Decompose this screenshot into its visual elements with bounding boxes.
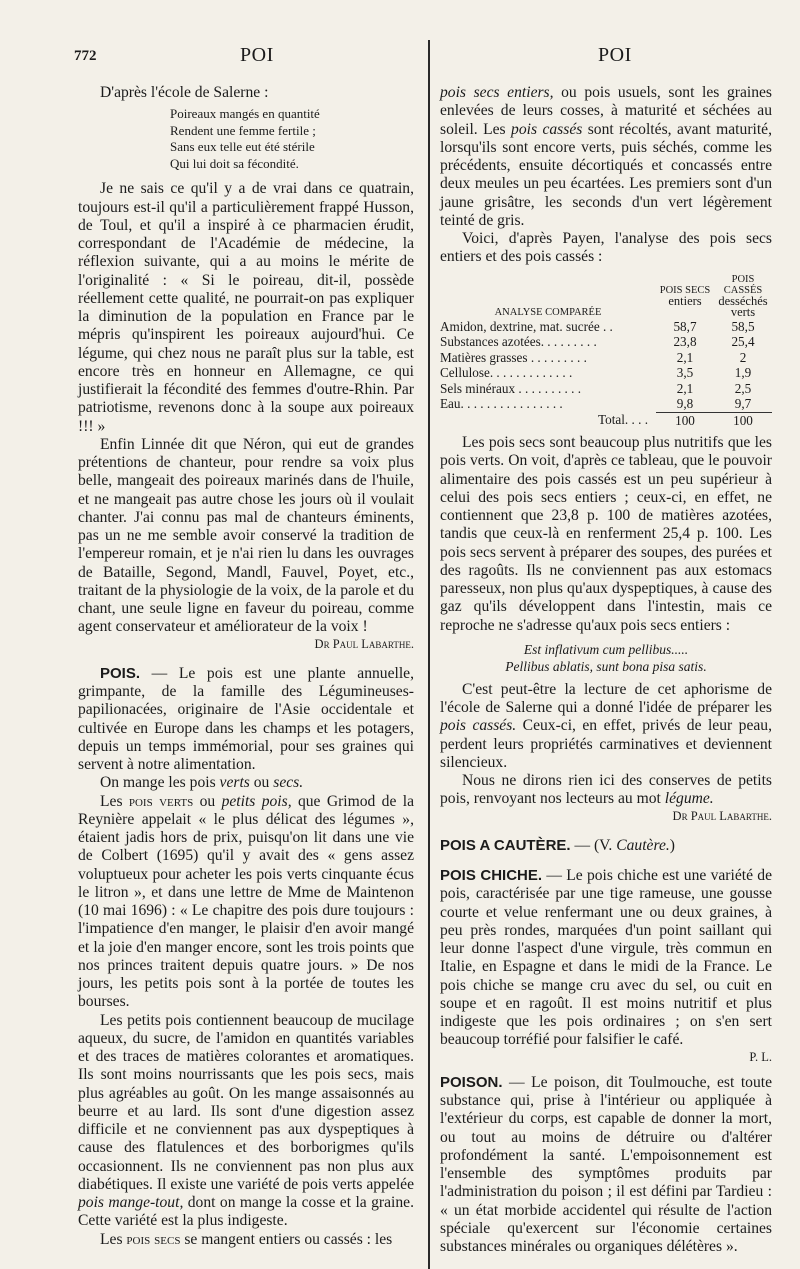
paragraph: Les pois secs sont beaucoup plus nutritifs que les pois verts. On voit, d'après ce tableau, que le pouvoir alimentaire des pois cassés est un peu supérieur à celui des pois secs entiers ; ceux-ci, en effet, ne contiennent que 23,8 p. 100 de matières azotées, tandis que ceux-là en renferment 25,4 p. 100. Les pois secs servent à préparer des soupes, des purées et des ragoûts. Ils ne conviennent pas aux estomacs paresseux, non plus qu'aux dyspeptiques, à cause des gaz qu'ils développent dans l'intestin, mais ce reproche ne s'adresse qu'aux pois secs entiers : xyxy=(440,434,772,634)
table-row: Amidon, dextrine, mat. sucrée . . 58,7 58,5 xyxy=(440,318,755,334)
author-signature: Dr Paul Labarthe. xyxy=(314,636,414,651)
salerne-poem xyxy=(170,106,414,172)
table-row: Sels minéraux . . . . . . . . . . 2,1 2,5 xyxy=(440,380,752,396)
poem-line: Rendent une femme fertile ; xyxy=(170,122,316,138)
paragraph: Les petits pois contiennent beaucoup de mucilage aqueux, du sucre, de l'amidon en quantités variables et des traces de matières colorantes et aromatiques. Ils sont moins nourrissants que les pois secs, mais plus agréables au goût. On les mange assaisonnés au beurre et au lard. Ils sont d'une digestion assez difficile et ne conviennent pas aux dyspeptiques à cause des flatulences et des borborigmes qu'ils occasionnent. Ils ne conviennent pas non plus aux diabétiques. Il existe une variété de pois verts appelée pois mange-tout, dont on mange la cosse et la graine. Cette variété est la plus indigeste. xyxy=(78,1011,414,1230)
poem-line: Sans eux telle eut été stérile xyxy=(170,139,315,155)
intro-line: D'après l'école de Salerne : xyxy=(100,84,269,101)
table-col-label: ANALYSE COMPARÉE xyxy=(494,306,602,318)
table-row: Matières grasses . . . . . . . . . 2,1 2 xyxy=(440,349,747,365)
paragraph: pois secs entiers, ou pois usuels, sont les graines enlevées de leurs cosses, à maturité et séchées au soleil. Les pois cassés sont récoltés, avant maturité, lorsqu'ils sont encore verts, puis séchés, comme les précédents, ensuite décortiqués et concassés entre deux meules un peu écartées. Les premiers sont d'un jaune grisâtre, les seconds d'un vert légèrement teinté de gris. xyxy=(440,84,772,229)
paragraph: Nous ne dirons rien ici des conserves de petits pois, renvoyant nos lecteurs au mot légume. xyxy=(440,772,772,808)
table-header xyxy=(440,273,772,319)
entry-pois: POIS. — Le pois est une plante annuelle, grimpante, de la famille des Légumineuses-papilionacées, originaire de l'Asie occidentale et cultivée en Europe dans les champs et les potagers, depuis un temps immémorial, pour ses graines qui servent à notre alimentation. xyxy=(78,664,414,773)
page-number: 772 xyxy=(74,48,97,64)
left-running-head: POI xyxy=(240,44,274,66)
analysis-table xyxy=(440,273,772,429)
poem-line: Qui lui doit sa fécondité. xyxy=(170,155,299,171)
paragraph: Je ne sais ce qu'il y a de vrai dans ce quatrain, toujours est-il qu'il a particulièrement frappé Husson, de Toul, et qu'il a inspiré à ce pharmacien érudit, correspondant de l'Académie de médecine, la réflexion suivante, qui a au moins le mérite de l'originalité : « Si le poireau, dit-il, possède réellement cette qualité, ne pourrait-on pas expliquer la diminution de la population en France par le mépris qu'inspirent les poireaux aujourd'hui. Ce légume, qui chez nous ne paraît plus sur la table, est encore très en honneur en Allemagne, ce qui justifierait la fécondité des femmes d'outre-Rhin. Par patriotisme, revenons donc à la soupe aux poireaux !!! » xyxy=(78,180,414,435)
entry-pois-a-cautere: POIS A CAUTÈRE. — (V. Cautère.) xyxy=(440,836,675,854)
paragraph: On mange les pois verts ou secs. xyxy=(100,774,304,792)
paragraph: C'est peut-être la lecture de cet aphorisme de l'école de Salerne qui a donné l'idée de préparer les pois cassés. Ceux-ci, en effet, privés de leur peau, perdent leurs propriétés carminatives et deviennent silencieux. xyxy=(440,680,772,771)
paragraph: Enfin Linnée dit que Néron, qui eut de grandes prétentions de chanteur, pour rendre sa voix plus belle, mangeait des poireaux marinés dans de l'huile, et ne mangeait pas autre chose les jours où il voulait chanter. J'ai connu pas mal de chanteurs éminents, pas un ne me semble avoir conservé la tradition de l'empereur romain, et je n'ai rien lu dans les ouvrages de Bataille, Segond, Mandl, Fauvel, Poyet, etc., traitant de la physiologie de la voix, de la parole et du chant, une seule ligne en faveur du poireau, comme agent conservateur et améliorateur de la voix ! xyxy=(78,435,414,636)
right-running-head: POI xyxy=(598,44,632,66)
entry-headword: POIS. xyxy=(100,664,141,682)
table-total-row: Total. . . . 100 100 xyxy=(440,412,772,428)
latin-quote: Est inflativum cum pellibus..... Pellibus ablatis, sunt bona pisa satis. xyxy=(505,641,707,674)
entry-pois-chiche: POIS CHICHE. — Le pois chiche est une variété de pois, caractérisée par une tige rameuse, une gousse courte et velue renfermant une ou deux graines, à peu près rondes, marquées d'un point saillant qui leur donne l'aspect d'une virgule, très commun en Italie, en Espagne et dans le midi de la France. Le pois chiche se mange cru avec du sel, ou cuit en soupe et en ragoût. Il est moins nutritif et plus indigeste que les pois ordinaires ; on s'en sert beaucoup torréfié pour falsifier le café. xyxy=(440,867,772,1049)
paragraph: Voici, d'après Payen, l'analyse des pois secs entiers et des pois cassés : xyxy=(440,230,772,266)
table-col-b: POIS CASSÉS desséchés verts xyxy=(718,273,768,319)
poem-line: Poireaux mangés en quantité xyxy=(170,106,320,122)
table-row: Eau. . . . . . . . . . . . . . . . 9,8 9,7 xyxy=(440,396,752,412)
entry-poison: POISON. — Le poison, dit Toulmouche, est toute substance qui, prise à l'intérieur ou appliquée à l'extérieur du corps, est capable de donner la mort, ou tout au moins de détruire ou d'altérer profondément la santé. L'empoisonnement est l'ensemble des symptômes produits par l'administration du poison ; il est défini par Tardieu : « un état morbide accidentel qui résulte de l'action spéciale qu'exercent sur l'économie certaines substances minérales ou organiques délétères ». xyxy=(440,1073,772,1255)
table-col-a: POIS SECS entiers xyxy=(659,284,711,308)
left-column xyxy=(78,84,414,1249)
author-signature: Dr Paul Labarthe. xyxy=(672,808,772,823)
paragraph: Les pois verts ou petits pois, que Grimod de la Reynière appelait « le plus délicat des légumes », étaient jadis hors de prix, puisqu'on lit dans une vie de Colbert (1695) qu'il y avait des « gens assez voluptueux pour acheter les pois verts cinquante écus le litron », et dans une lettre de Mme de Maintenon (10 mai 1696) : « Le chapitre des pois dure toujours : l'impatience d'en manger, le plaisir d'en avoir mangé et la joie d'en manger encore, sont les trois points que nos princes traitent depuis quatre jours. » De nos jours, les petits pois sont à la portée de toutes les bourses. xyxy=(78,792,415,1011)
table-row: Cellulose. . . . . . . . . . . . . 3,5 1,9 xyxy=(440,365,752,380)
column-divider xyxy=(428,40,430,1269)
right-column xyxy=(440,84,772,1256)
paragraph: Les pois secs se mangent entiers ou cassés : les xyxy=(100,1230,393,1248)
author-initials: P. L. xyxy=(749,1049,772,1064)
table-row: Substances azotées. . . . . . . . . 23,8 25,4 xyxy=(440,334,755,349)
